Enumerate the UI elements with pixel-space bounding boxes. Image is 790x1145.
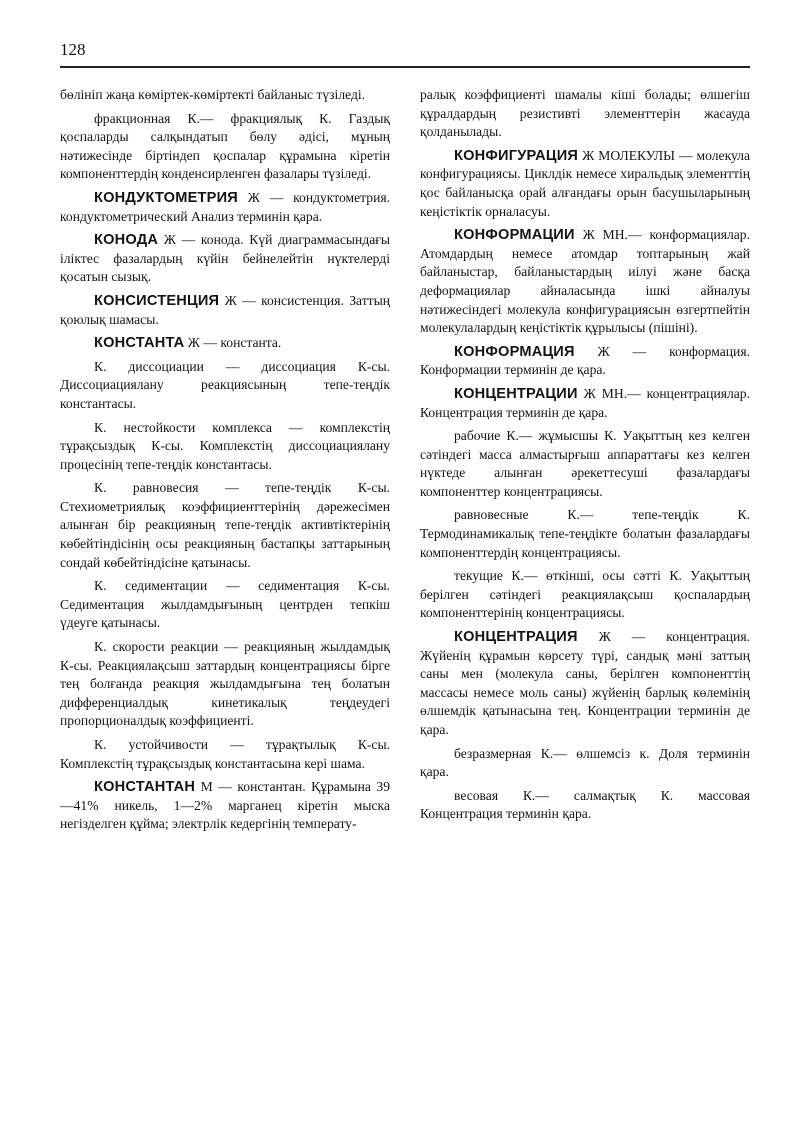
dictionary-entry [420,147,750,221]
dictionary-entry [420,628,750,740]
top-rule [60,66,750,68]
entry-text: равновесные К.— тепе-теңдік К. Термодинамикалық тепе-теңдікте болатын фазалардағы компоненттердің концентрациясы. [420,507,750,560]
headword: КОНФОРМАЦИИ [454,227,575,244]
entry-text: К. устойчивости — тұрақтылық К-сы. Комплекстің тұрақсыздық константасына кері шама. [60,737,390,771]
dictionary-subentry [60,736,390,773]
continued-text [60,86,390,105]
entry-text: Ж — конформация. Конформации терминін де қара. [420,343,750,378]
right-column [420,86,750,824]
dictionary-entry [60,292,390,329]
dictionary-subentry [60,638,390,731]
continued-text [420,86,750,142]
entry-text: Ж — константа. [184,335,282,351]
dictionary-entry [420,385,750,422]
entry-text: К. скорости реакции — реакцияның жылдамдық К-сы. Реакциялақсыш заттардың концентрациясы бірге тең болғанда реакция жылдамдығына тең болатын дифференциалдық кинетикалық теңдеудегі пропорционалдық коэффициенті. [60,639,390,729]
dictionary-subentry [60,358,390,414]
entry-text: ралық коэффициенті шамалы кіші болады; өлшегіш құралдардың резистивті элементтерін жасауда қолданылады. [420,87,750,140]
headword: КОНФИГУРАЦИЯ [454,147,579,164]
entry-text: Ж — конода. Күй диаграммасындағы іліктес фазалардың күйін бейнелейтін нүктелерді қосатын сызық. [60,232,390,285]
headword: КОНСИСТЕНЦИЯ [94,292,220,309]
entry-text: текущие К.— өткінші, осы сәтті К. Уақыттың берілген сәтіндегі реакциялақсыш қоспалардың компоненттерінің концентрациясы. [420,568,750,621]
dictionary-subentry [420,506,750,562]
dictionary-entry [60,778,390,834]
entry-text: Ж МН.— концентрациялар. Концентрация терминін де қара. [420,385,750,420]
entry-text: Ж — кондуктометрия. кондуктометрический Анализ терминін қара. [60,189,390,224]
dictionary-subentry [420,787,750,824]
dictionary-entry [60,334,390,353]
dictionary-subentry [60,110,390,184]
headword: КОНФОРМАЦИЯ [454,343,575,360]
entry-text: К. диссоциации — диссоциация К-сы. Диссоциациялану реакциясының тепе-теңдік константасы. [60,358,390,411]
entry-text: К. седиментации — седиментация К-сы. Седиментация жылдамдығының центрден тепкіш үдеуге қатынасы. [60,578,390,631]
entry-text: фракционная К.— фракциялық К. Газдық қоспаларды салқындатып бөлу әдісі, мұның нәтижесінде біртіндеп қоспалар құрамына кіретін компоненттердің конденсирленген фазалары түзіледі. [60,110,390,182]
headword: КОНЦЕНТРАЦИЯ [454,629,578,646]
page-number: 128 [60,40,86,59]
dictionary-subentry [60,419,390,475]
headword: КОНСТАНТА [94,335,185,352]
dictionary-subentry [420,567,750,623]
headword: КОНСТАНТАН [94,779,196,796]
entry-text: М — константан. Құрамына 39—41% никель, 1—2% марганец кіретін мыска негізделген құйма; электрлік кедергінің температу- [60,779,390,832]
entry-text: Ж МН.— конформациялар. Атомдардың немесе атомдар топтарының жай байланыстар, байланыстардың иілуі және басқа деформациялар айналасында ішкі айналуы нәтижесіндегі молекула конфигурациясын өзгертпейтін молекулалардың кеңістіктік құрылысы (пішіні). [420,227,750,336]
dictionary-subentry [420,745,750,782]
dictionary-subentry [420,427,750,501]
entry-text: Ж — концентрация. Жүйенің құрамын көрсету түрі, сандық мәні заттың саны мен (молекула саны, берілген компоненттің массасы немесе моль саны) жүйенің барлық көлемінің өлшемдік қатынасына тең. Концентрации терминін де қара. [420,629,750,737]
headword: КОНДУКТОМЕТРИЯ [94,189,238,206]
entry-text: рабочие К.— жұмысшы К. Уақыттың кез келген сәтіндегі масса алмастырғыш аппараттағы кез келген нүктеде алынған әрекеттесуші фазалардағы компоненттер концентрациясы. [420,428,750,499]
entry-text: К. равновесия — тепе-теңдік К-сы. Стехиометриялық коэффициенттерінің дәрежесімен алынған бір реакцияның тепе-теңдік активтіктерінің көбейтіндісінің осы реакцияның бастапқы заттарының сондай көбейтіндісіне қатынасы. [60,480,390,570]
dictionary-subentry [60,577,390,633]
entry-text: весовая К.— салмақтық К. массовая Концентрация терминін қара. [420,787,750,822]
entry-text: Ж МОЛЕКУЛЫ — молекула конфигурациясы. Циклдік немесе хиральдық элементтің қос байланысқа орай алғандағы орын басушыларының кеңістіктік орналасуы. [420,147,750,219]
headword: КОНЦЕНТРАЦИИ [454,385,578,402]
entry-text: Ж — консистенция. Заттың қоюлық шамасы. [60,292,390,327]
dictionary-subentry [60,479,390,572]
dictionary-entry [60,231,390,287]
dictionary-entry [60,189,390,226]
entry-text: бөлініп жаңа көміртек-көміртекті байланыс түзіледі. [60,87,366,102]
left-column [60,86,390,834]
entry-text: безразмерная К.— өлшемсіз к. Доля терминін қара. [420,745,750,780]
dictionary-entry [420,226,750,338]
headword: КОНОДА [94,232,159,249]
entry-text: К. нестойкости комплекса — комплекстің тұрақсыздық К-сы. Комплекстің диссоциациялану процесінің тепе-теңдік константасы. [60,419,390,472]
dictionary-entry [420,343,750,380]
